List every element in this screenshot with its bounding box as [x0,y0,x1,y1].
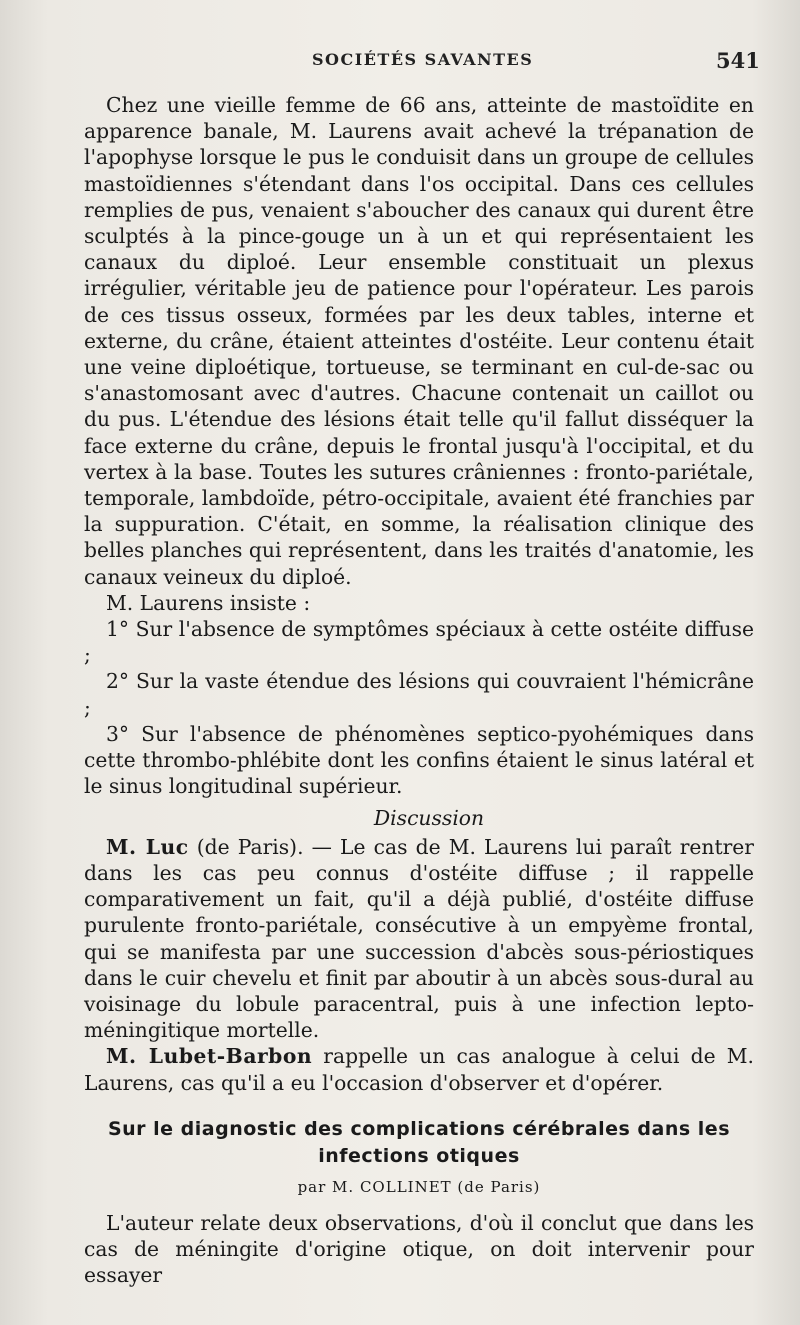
list-item-1: 1° Sur l'absence de symptômes spéciaux à cette ostéite diffuse ; [84,617,754,668]
paragraph-luc [84,834,754,1044]
running-title: SOCIÉTÉS SAVANTES [312,50,534,69]
discussion-heading: Discussion [373,806,485,831]
article-body [84,92,754,1289]
lubet-barbon-remarks: rappelle un cas analogue à celui de M. Laurens, cas qu'il a eu l'occasion d'observer et d'opérer. [84,1044,755,1095]
paragraph-collinet: L'auteur relate deux observations, d'où il conclut que dans les cas de méningite d'origine otique, on doit intervenir pour essayer [84,1210,754,1288]
paragraph-lubet-barbon [84,1043,754,1095]
section-byline: par M. COLLINET (de Paris) [297,1177,541,1196]
page-number: 541 [716,48,760,73]
paragraph-insists: M. Laurens insiste : [106,590,311,615]
speaker-lubet-barbon: M. Lubet-Barbon [106,1044,313,1069]
page-header [0,48,800,78]
speaker-luc: M. Luc [106,834,189,859]
luc-remarks: (de Paris). — Le cas de M. Laurens lui paraît rentrer dans les cas peu connus d'ostéite diffuse ; il rappelle comparativement un fait, qu'il a déjà publié, d'ostéite diffuse purulente fronto-pariétale, consécutive à un empyème frontal, qui se manifesta par une succession d'abcès sous-périostiques dans le cuir chevelu et finit par aboutir à un abcès sous-dural au voisinage du lobule paracentral, puis à une infection lepto-méningitique mortelle. [84,834,754,1043]
list-item-2: 2° Sur la vaste étendue des lésions qui couvraient l'hémicrâne ; [84,669,754,720]
list-item-3: 3° Sur l'absence de phénomènes septico-pyohémiques dans cette thrombo-phlébite dont les confins étaient le sinus latéral et le sinus longitudinal supérieur. [84,721,754,799]
section-title: Sur le diagnostic des complications cérébrales dans les infections otiques [107,1117,731,1167]
paragraph-case-description: Chez une vieille femme de 66 ans, atteinte de mastoïdite en apparence banale, M. Laurens avait achevé la trépanation de l'apophyse lorsque le pus le conduisit dans un groupe de cellules mastoïdiennes s'étendant dans l'os occipital. Dans ces cellules remplies de pus, venaient s'aboucher des canaux qui durent être sculptés à la pince-gouge un à un et qui représentaient les canaux du diploé. Leur ensemble constituait un plexus irrégulier, véritable jeu de patience pour l'opérateur. Les parois de ces tissus osseux, formées par les deux tables, interne et externe, du crâne, étaient atteintes d'ostéite. Leur contenu était une veine diploétique, tortueuse, se terminant en cul-de-sac ou s'anastomosant avec d'autres. Chacune contenait un caillot ou du pus. L'étendue des lésions était telle qu'il fallut disséquer la face externe du crâne, depuis le frontal jusqu'à l'occipital, et du vertex à la base. Toutes les sutures crâniennes : fronto-pariétale, temporale, lambdoïde, pétro-occipitale, avaient été franchies par la suppuration. C'était, en somme, la réalisation clinique des belles planches qui représentent, dans les traités d'anatomie, les canaux veineux du diploé. [84,93,754,589]
